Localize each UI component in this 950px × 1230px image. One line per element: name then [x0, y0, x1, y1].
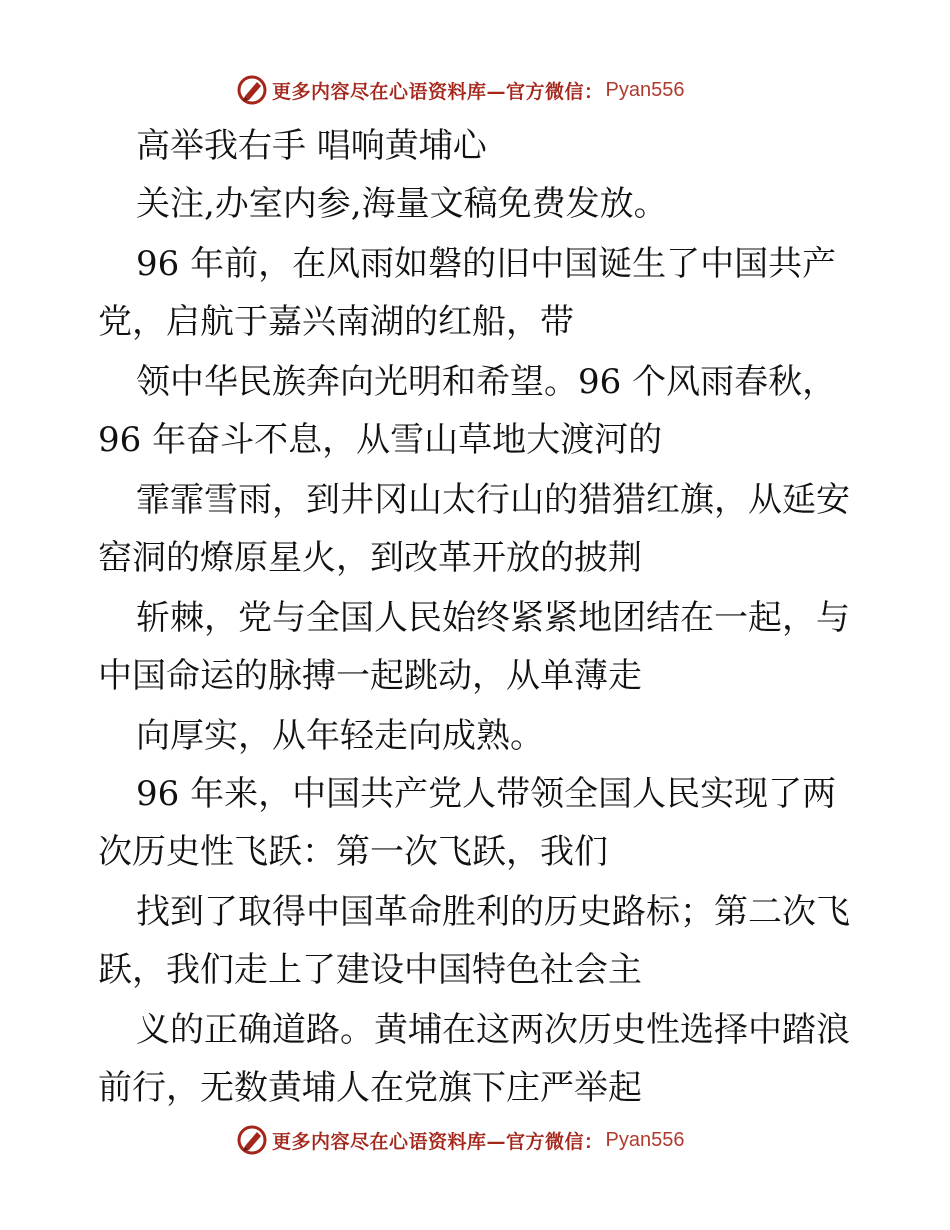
text-line: 中国命运的脉搏一起跳动，从单薄走 — [98, 656, 642, 696]
text-line: 96 年奋斗不息，从雪山草地大渡河的 — [98, 420, 663, 460]
footer-banner — [236, 1123, 684, 1157]
banner-wechat-id: Pyan556 — [605, 1128, 685, 1151]
text-line: 霏霏雪雨，到井冈山太行山的猎猎红旗，从延安 — [136, 480, 850, 520]
text-line: 跃，我们走上了建设中国特色社会主 — [98, 950, 642, 990]
text-line: 次历史性飞跃：第一次飞跃，我们 — [98, 832, 608, 872]
text-line: 斩棘，党与全国人民始终紧紧地团结在一起，与 — [136, 598, 850, 638]
banner-text: 更多内容尽在心语资料库—官方微信： — [272, 80, 604, 103]
pen-logo-icon — [236, 1124, 268, 1156]
text-line: 窑洞的燎原星火，到改革开放的披荆 — [98, 538, 642, 578]
header-banner — [236, 73, 684, 107]
text-line: 前行，无数黄埔人在党旗下庄严举起 — [98, 1068, 642, 1108]
text-line: 关注,办室内参,海量文稿免费发放。 — [136, 184, 668, 224]
text-line: 党，启航于嘉兴南湖的红船，带 — [98, 302, 574, 342]
text-line: 96 年来，中国共产党人带领全国人民实现了两 — [136, 774, 837, 814]
text-line: 义的正确道路。黄埔在这两次历史性选择中踏浪 — [136, 1010, 850, 1050]
text-line: 高举我右手 唱响黄埔心 — [136, 126, 487, 166]
banner-wechat-id: Pyan556 — [605, 78, 685, 101]
text-line: 领中华民族奔向光明和希望。96 个风雨春秋， — [136, 362, 837, 402]
text-line: 96 年前，在风雨如磐的旧中国诞生了中国共产 — [136, 244, 837, 284]
text-line: 向厚实，从年轻走向成熟。 — [136, 716, 544, 756]
pen-logo-icon — [236, 74, 268, 106]
banner-text: 更多内容尽在心语资料库—官方微信： — [272, 1130, 604, 1153]
text-line: 找到了取得中国革命胜利的历史路标；第二次飞 — [136, 892, 850, 932]
